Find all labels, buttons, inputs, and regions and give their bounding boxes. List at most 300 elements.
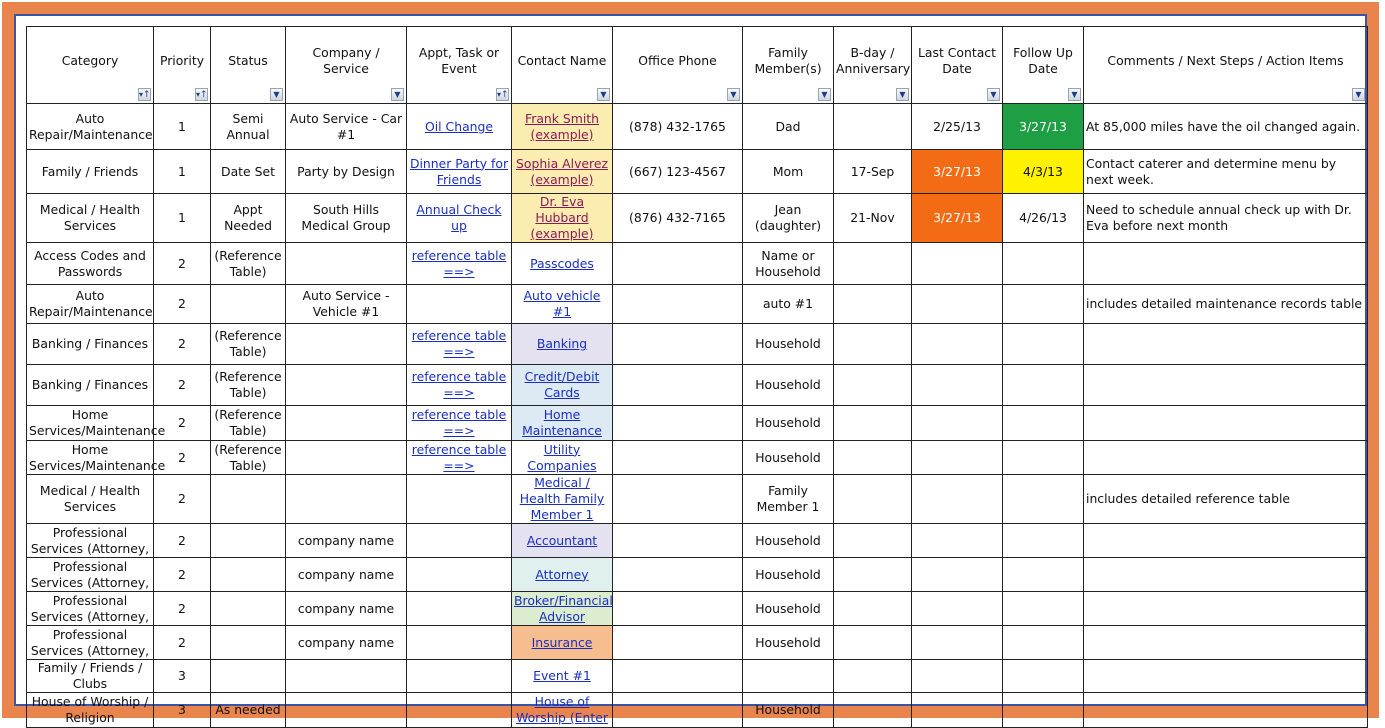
cell-text: Mom [772,163,804,179]
cell-status[interactable] [211,406,286,441]
cell-contact-name[interactable] [512,150,613,194]
appt-link[interactable]: Dinner Party for Friends [409,155,509,187]
cell-priority[interactable] [154,150,211,194]
header-label: Status [228,53,268,68]
contact-link[interactable]: Auto vehicle #1 [523,288,601,319]
cell-contact-name[interactable] [512,524,613,558]
cell-text: 3 [178,702,186,717]
cell-appt-task[interactable] [407,693,512,728]
cell-office-phone[interactable] [613,243,743,285]
cell-appt-task[interactable] [407,558,512,592]
cell-office-phone[interactable] [613,475,743,524]
cell-text: company name [297,566,395,582]
sort-filter-dropdown-icon[interactable]: ▾↑ [139,90,151,100]
cell-office-phone[interactable] [613,365,743,406]
filter-dropdown-icon[interactable]: ▼ [896,88,909,101]
cell-bday-anniversary[interactable] [834,150,912,194]
cell-family-member[interactable] [743,592,834,626]
cell-appt-task[interactable] [407,194,512,243]
cell-status[interactable] [211,626,286,660]
filter-dropdown-icon[interactable]: ▼ [391,88,404,101]
cell-text: As needed [215,702,281,717]
cell-priority[interactable] [154,693,211,728]
cell-text: Household [755,702,821,717]
contact-link[interactable]: Banking [536,336,588,351]
cell-bday-anniversary[interactable] [834,524,912,558]
cell-family-member[interactable] [743,693,834,728]
cell-text: 2 [178,532,186,548]
contact-link[interactable]: Medical / Health Family Member 1 [519,475,605,522]
table-row [27,365,1368,406]
cell-office-phone[interactable] [613,285,743,324]
contact-link[interactable]: Broker/Financial Advisor [514,592,613,624]
cell-comments[interactable] [1084,365,1368,406]
table-row [27,475,1368,524]
cell-last-contact-date[interactable] [912,660,1003,693]
cell-text: 2 [178,296,186,311]
cell-appt-task[interactable] [407,365,512,406]
cell-follow-up-date[interactable] [1003,592,1084,626]
cell-bday-anniversary[interactable] [834,406,912,441]
cell-text: Party by Design [297,163,395,179]
cell-comments[interactable] [1084,285,1368,324]
cell-text: Semi Annual [226,110,270,142]
cell-category[interactable] [27,475,154,524]
cell-last-contact-date[interactable] [912,441,1003,475]
cell-company-service[interactable] [286,626,407,660]
cell-priority[interactable] [154,626,211,660]
cell-contact-name[interactable] [512,104,613,150]
contact-link[interactable]: Event #1 [533,668,591,683]
cell-status[interactable] [211,558,286,592]
table-row [27,150,1368,194]
cell-family-member[interactable] [743,441,834,475]
cell-priority[interactable] [154,243,211,285]
cell-text: 3/27/13 [933,210,981,225]
cell-last-contact-date[interactable] [912,524,1003,558]
cell-text: (Reference Table) [214,247,282,279]
cell-contact-name[interactable] [512,558,613,592]
cell-family-member[interactable] [743,285,834,324]
cell-bday-anniversary[interactable] [834,243,912,285]
contact-link[interactable]: Accountant [526,532,598,548]
cell-family-member[interactable] [743,475,834,524]
cell-bday-anniversary[interactable] [834,558,912,592]
contact-link[interactable]: Frank Smith (example) [525,110,599,142]
cell-appt-task[interactable] [407,592,512,626]
cell-comments[interactable] [1084,150,1368,194]
cell-text: 17-Sep [850,163,895,179]
cell-category[interactable] [27,660,154,693]
cell-status[interactable] [211,660,286,693]
cell-text: (876) 432-7165 [629,210,726,225]
cell-company-service[interactable] [286,324,407,365]
cell-family-member[interactable] [743,194,834,243]
header-label: Contact Name [517,53,607,68]
filter-dropdown-icon[interactable]: ▼ [818,88,831,101]
cell-category[interactable] [27,285,154,324]
cell-company-service[interactable] [286,365,407,406]
cell-company-service[interactable] [286,243,407,285]
cell-office-phone[interactable] [613,150,743,194]
cell-category[interactable] [27,365,154,406]
cell-bday-anniversary[interactable] [834,626,912,660]
cell-last-contact-date[interactable] [912,406,1003,441]
cell-text: 2 [178,415,186,430]
cell-family-member[interactable] [743,150,834,194]
contact-link[interactable]: Sophia Alverez (example) [516,155,608,187]
cell-office-phone[interactable] [613,104,743,150]
cell-last-contact-date[interactable] [912,243,1003,285]
cell-appt-task[interactable] [407,150,512,194]
cell-category[interactable] [27,693,154,728]
cell-priority[interactable] [154,592,211,626]
cell-family-member[interactable] [743,243,834,285]
cell-contact-name[interactable] [512,626,613,660]
filter-dropdown-icon[interactable]: ▼ [597,88,610,101]
cell-last-contact-date[interactable] [912,285,1003,324]
cell-text: 3/27/13 [1019,118,1067,134]
table-row [27,660,1368,693]
cell-category[interactable] [27,626,154,660]
cell-company-service[interactable] [286,194,407,243]
cell-company-service[interactable] [286,150,407,194]
table-row [27,285,1368,324]
filter-dropdown-icon[interactable]: ▼ [727,88,740,101]
cell-company-service[interactable] [286,475,407,524]
contact-link[interactable]: House of Worship (Enter [516,694,608,725]
table-row [27,243,1368,285]
cell-text: 1 [178,210,186,225]
cell-text: Medical / Health Services [39,202,141,233]
cell-contact-name[interactable] [512,324,613,365]
cell-appt-task[interactable] [407,104,512,150]
cell-category[interactable] [27,194,154,243]
worksheet-frame [2,2,1379,725]
contact-link[interactable]: Home Maintenance [522,407,602,438]
sort-filter-dropdown-icon[interactable]: ▾↑ [196,90,208,100]
cell-follow-up-date[interactable] [1003,660,1084,693]
table-row [27,406,1368,441]
cell-comments[interactable] [1084,324,1368,365]
cell-family-member[interactable] [743,626,834,660]
cell-category[interactable] [27,324,154,365]
cell-text: company name [297,532,395,548]
contact-link[interactable]: Insurance [531,634,593,650]
contact-link[interactable]: Credit/Debit Cards [524,369,600,400]
cell-text: 1 [178,163,186,179]
cell-appt-task[interactable] [407,475,512,524]
appt-link[interactable]: Oil Change [424,118,493,134]
header-company-service [286,27,407,104]
cell-follow-up-date[interactable] [1003,406,1084,441]
cell-bday-anniversary[interactable] [834,285,912,324]
header-label: Last Contact Date [918,45,996,76]
cell-status[interactable] [211,243,286,285]
cell-contact-name[interactable] [512,285,613,324]
cell-follow-up-date[interactable] [1003,626,1084,660]
cell-comments[interactable] [1084,592,1368,626]
appt-link[interactable]: reference table ==> [411,247,507,279]
cell-company-service[interactable] [286,524,407,558]
cell-appt-task[interactable] [407,285,512,324]
cell-contact-name[interactable] [512,194,613,243]
cell-comments[interactable] [1084,626,1368,660]
cell-company-service[interactable] [286,592,407,626]
cell-office-phone[interactable] [613,626,743,660]
cell-bday-anniversary[interactable] [834,365,912,406]
cell-follow-up-date[interactable] [1003,104,1084,150]
appt-link[interactable]: reference table ==> [411,328,507,359]
cell-family-member[interactable] [743,558,834,592]
cell-office-phone[interactable] [613,441,743,475]
cell-status[interactable] [211,475,286,524]
contact-tracker-table [26,26,1368,728]
cell-follow-up-date[interactable] [1003,150,1084,194]
header-category [27,27,154,104]
cell-contact-name[interactable] [512,243,613,285]
table-row [27,558,1368,592]
header-label: Appt, Task or Event [418,45,500,76]
header-label: Family Member(s) [754,45,822,76]
cell-comments[interactable] [1084,406,1368,441]
cell-text: South Hills Medical Group [301,202,391,233]
cell-text: company name [297,634,395,650]
cell-bday-anniversary[interactable] [834,592,912,626]
cell-appt-task[interactable] [407,324,512,365]
contact-link[interactable]: Attorney [535,566,589,582]
header-comments [1084,27,1368,104]
cell-last-contact-date[interactable] [912,150,1003,194]
cell-text: 2 [178,634,186,650]
cell-text: Professional Services (Attorney, [30,524,150,556]
appt-link[interactable]: reference table ==> [411,407,507,438]
sort-filter-dropdown-icon[interactable]: ▾↑ [497,90,509,100]
cell-status[interactable] [211,194,286,243]
cell-category[interactable] [27,243,154,285]
cell-priority[interactable] [154,660,211,693]
cell-category[interactable] [27,524,154,558]
cell-appt-task[interactable] [407,626,512,660]
cell-contact-name[interactable] [512,693,613,728]
cell-status[interactable] [211,592,286,626]
filter-dropdown-icon[interactable]: ▼ [987,88,1000,101]
cell-company-service[interactable] [286,660,407,693]
cell-priority[interactable] [154,558,211,592]
cell-comments[interactable] [1084,693,1368,728]
cell-company-service[interactable] [286,693,407,728]
cell-follow-up-date[interactable] [1003,324,1084,365]
cell-text: Household [755,566,821,582]
cell-office-phone[interactable] [613,406,743,441]
cell-company-service[interactable] [286,558,407,592]
cell-office-phone[interactable] [613,324,743,365]
cell-company-service[interactable] [286,104,407,150]
cell-priority[interactable] [154,475,211,524]
header-priority [154,27,211,104]
contact-link[interactable]: Dr. Eva Hubbard (example) [530,194,594,241]
cell-contact-name[interactable] [512,365,613,406]
cell-follow-up-date[interactable] [1003,441,1084,475]
header-appt-task [407,27,512,104]
cell-bday-anniversary[interactable] [834,693,912,728]
cell-text: Household [755,336,821,351]
cell-category[interactable] [27,592,154,626]
cell-text: Professional Services (Attorney, [30,558,150,590]
cell-follow-up-date[interactable] [1003,365,1084,406]
cell-family-member[interactable] [743,524,834,558]
cell-text: House of Worship / Religion [31,694,149,725]
cell-bday-anniversary[interactable] [834,475,912,524]
cell-text: 2 [178,336,186,351]
contact-link[interactable]: Passcodes [530,255,594,271]
cell-contact-name[interactable] [512,475,613,524]
cell-last-contact-date[interactable] [912,194,1003,243]
header-label: Priority [159,53,205,68]
cell-last-contact-date[interactable] [912,324,1003,365]
cell-office-phone[interactable] [613,592,743,626]
cell-priority[interactable] [154,524,211,558]
cell-follow-up-date[interactable] [1003,558,1084,592]
cell-text: 4/3/13 [1023,163,1063,179]
cell-follow-up-date[interactable] [1003,524,1084,558]
cell-text: auto #1 [762,296,814,311]
cell-category[interactable] [27,104,154,150]
cell-comments[interactable] [1084,243,1368,285]
cell-status[interactable] [211,441,286,475]
cell-company-service[interactable] [286,406,407,441]
cell-priority[interactable] [154,194,211,243]
cell-contact-name[interactable] [512,406,613,441]
cell-family-member[interactable] [743,324,834,365]
cell-family-member[interactable] [743,104,834,150]
cell-status[interactable] [211,150,286,194]
cell-status[interactable] [211,365,286,406]
cell-category[interactable] [27,150,154,194]
table-row [27,524,1368,558]
cell-category[interactable] [27,406,166,441]
cell-last-contact-date[interactable] [912,475,1003,524]
cell-text: Medical / Health Services [39,483,141,514]
cell-status[interactable] [211,524,286,558]
cell-comments[interactable] [1084,475,1368,524]
cell-status[interactable] [211,324,286,365]
cell-last-contact-date[interactable] [912,365,1003,406]
cell-bday-anniversary[interactable] [834,194,912,243]
cell-family-member[interactable] [743,406,834,441]
cell-bday-anniversary[interactable] [834,441,912,475]
cell-office-phone[interactable] [613,693,743,728]
cell-text: Access Codes and Passwords [34,247,146,279]
cell-office-phone[interactable] [613,558,743,592]
appt-link[interactable]: reference table ==> [411,369,507,400]
cell-text: Household [755,449,821,465]
cell-office-phone[interactable] [613,524,743,558]
cell-family-member[interactable] [743,365,834,406]
cell-priority[interactable] [154,365,211,406]
cell-text: 2 [178,449,186,465]
cell-follow-up-date[interactable] [1003,285,1084,324]
cell-status[interactable] [211,104,286,150]
cell-company-service[interactable] [286,285,407,324]
cell-bday-anniversary[interactable] [834,660,912,693]
cell-status[interactable] [211,285,286,324]
cell-text: Name or Household [755,247,821,279]
cell-text: Family / Friends [41,163,139,179]
cell-text: (667) 123-4567 [629,163,726,179]
cell-comments[interactable] [1084,660,1368,693]
cell-text: 2 [178,491,186,506]
cell-contact-name[interactable] [512,660,613,693]
table-row [27,324,1368,365]
cell-follow-up-date[interactable] [1003,693,1084,728]
cell-follow-up-date[interactable] [1003,475,1084,524]
filter-dropdown-icon[interactable]: ▼ [1068,88,1081,101]
contact-link[interactable]: Utility Companies [527,441,597,473]
cell-category[interactable] [27,558,154,592]
appt-link[interactable]: Annual Check up [416,202,502,233]
cell-comments[interactable] [1084,104,1368,150]
cell-priority[interactable] [154,285,211,324]
cell-follow-up-date[interactable] [1003,194,1084,243]
cell-text: Auto Repair/Maintenance [29,288,153,319]
cell-comments[interactable] [1084,194,1368,243]
cell-priority[interactable] [154,104,211,150]
cell-appt-task[interactable] [407,406,512,441]
cell-text: 3 [178,668,186,683]
cell-contact-name[interactable] [512,441,613,475]
cell-text: Household [755,415,821,430]
cell-category[interactable] [27,441,166,475]
header-last-contact-date [912,27,1003,104]
cell-follow-up-date[interactable] [1003,243,1084,285]
cell-bday-anniversary[interactable] [834,324,912,365]
cell-comments[interactable] [1084,524,1368,558]
cell-comments[interactable] [1084,558,1368,592]
cell-text: 2 [178,566,186,582]
cell-priority[interactable] [154,324,211,365]
cell-text: (Reference Table) [214,369,282,400]
cell-family-member[interactable] [743,660,834,693]
cell-status[interactable] [211,693,286,728]
cell-last-contact-date[interactable] [912,592,1003,626]
cell-text: (878) 432-1765 [629,118,726,134]
cell-comments[interactable] [1084,441,1368,475]
cell-last-contact-date[interactable] [912,104,1003,150]
cell-office-phone[interactable] [613,194,743,243]
cell-text: Professional Services (Attorney, [30,626,150,658]
cell-last-contact-date[interactable] [912,558,1003,592]
filter-dropdown-icon[interactable]: ▼ [1352,88,1365,101]
cell-office-phone[interactable] [613,660,743,693]
table-row [27,626,1368,660]
filter-dropdown-icon[interactable]: ▼ [270,88,283,101]
appt-link[interactable]: reference table ==> [411,441,507,473]
cell-bday-anniversary[interactable] [834,104,912,150]
cell-company-service[interactable] [286,441,407,475]
cell-text: Household [755,532,821,548]
cell-appt-task[interactable] [407,660,512,693]
cell-contact-name[interactable] [512,592,613,626]
cell-last-contact-date[interactable] [912,626,1003,660]
cell-appt-task[interactable] [407,441,512,475]
cell-text: Home Services/Maintenance [29,441,166,473]
cell-text: Banking / Finances [31,377,149,392]
cell-text: Jean (daughter) [754,202,822,233]
cell-last-contact-date[interactable] [912,693,1003,728]
cell-appt-task[interactable] [407,524,512,558]
cell-appt-task[interactable] [407,243,512,285]
